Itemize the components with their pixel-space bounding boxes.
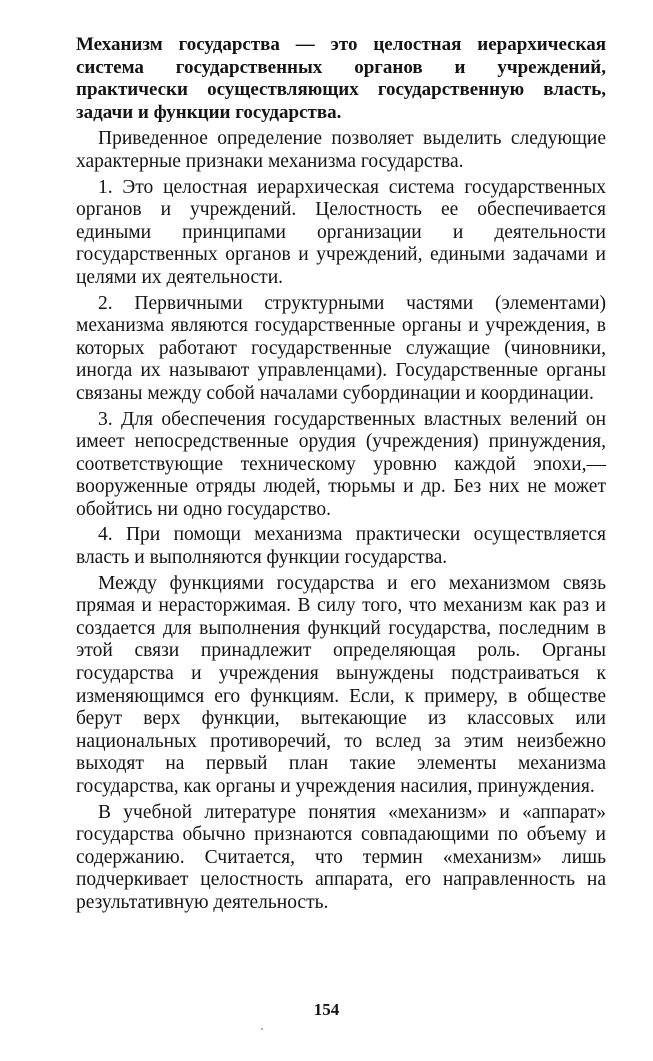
feature-3-paragraph: 3. Для обеспечения государственных властных велений он имеет непосредственные орудия (учреждения) принуждения, соответствующие техническому уровню каждой эпохи,— вооруженные отряды людей, тюрьмы и др. Без них не может обойтись ни одно государство. <box>76 408 606 520</box>
functions-paragraph: Между функциями государства и его механизмом связь прямая и нерасторжимая. В силу того, что механизм как раз и создается для выполнения функций государства, последним в этой связи принадлежит определяющая роль. Органы государства и учреждения вынуждены подстраиваться к изменяющимся его функциям. Если, к примеру, в обществе берут верх функции, вытекающие из классовых или национальных противоречий, то вслед за этим неизбежно выходят на первый план такие элементы механизма государства, как органы и учреждения насилия, принуждения. <box>76 572 606 797</box>
feature-2-paragraph: 2. Первичными структурными частями (элементами) механизма являются государственные органы и учреждения, в которых работают государственные служащие (чиновники, иногда их называют управленцами). Государственные органы связаны между собой началами субординации и координации. <box>76 292 606 404</box>
page-body <box>76 34 606 915</box>
intro-paragraph: Приведенное определение позволяет выделить следующие характерные признаки механизма государства. <box>76 128 606 172</box>
feature-4-paragraph: 4. При помощи механизма практически осуществляется власть и выполняются функции государства. <box>76 524 606 569</box>
feature-1-paragraph: 1. Это целостная иерархическая система государственных органов и учреждений. Целостность ее обеспечивается едиными принципами организации и деятельности государственных органов и учреждений, едиными задачами и целями их деятельности. <box>76 176 606 288</box>
definition-paragraph: Механизм государства — это целостная иерархическая система государственных органов и учреждений, практически осуществляющих государственную власть, задачи и функции государства. <box>76 34 606 123</box>
print-speck <box>261 1028 263 1030</box>
page-number: 154 <box>313 1000 340 1019</box>
literature-paragraph: В учебной литературе понятия «механизм» и «аппарат» государства обычно признаются совпадающими по объему и содержанию. Считается, что термин «механизм» лишь подчеркивает целостность аппарата, его направленность на результативную деятельность. <box>76 801 606 913</box>
